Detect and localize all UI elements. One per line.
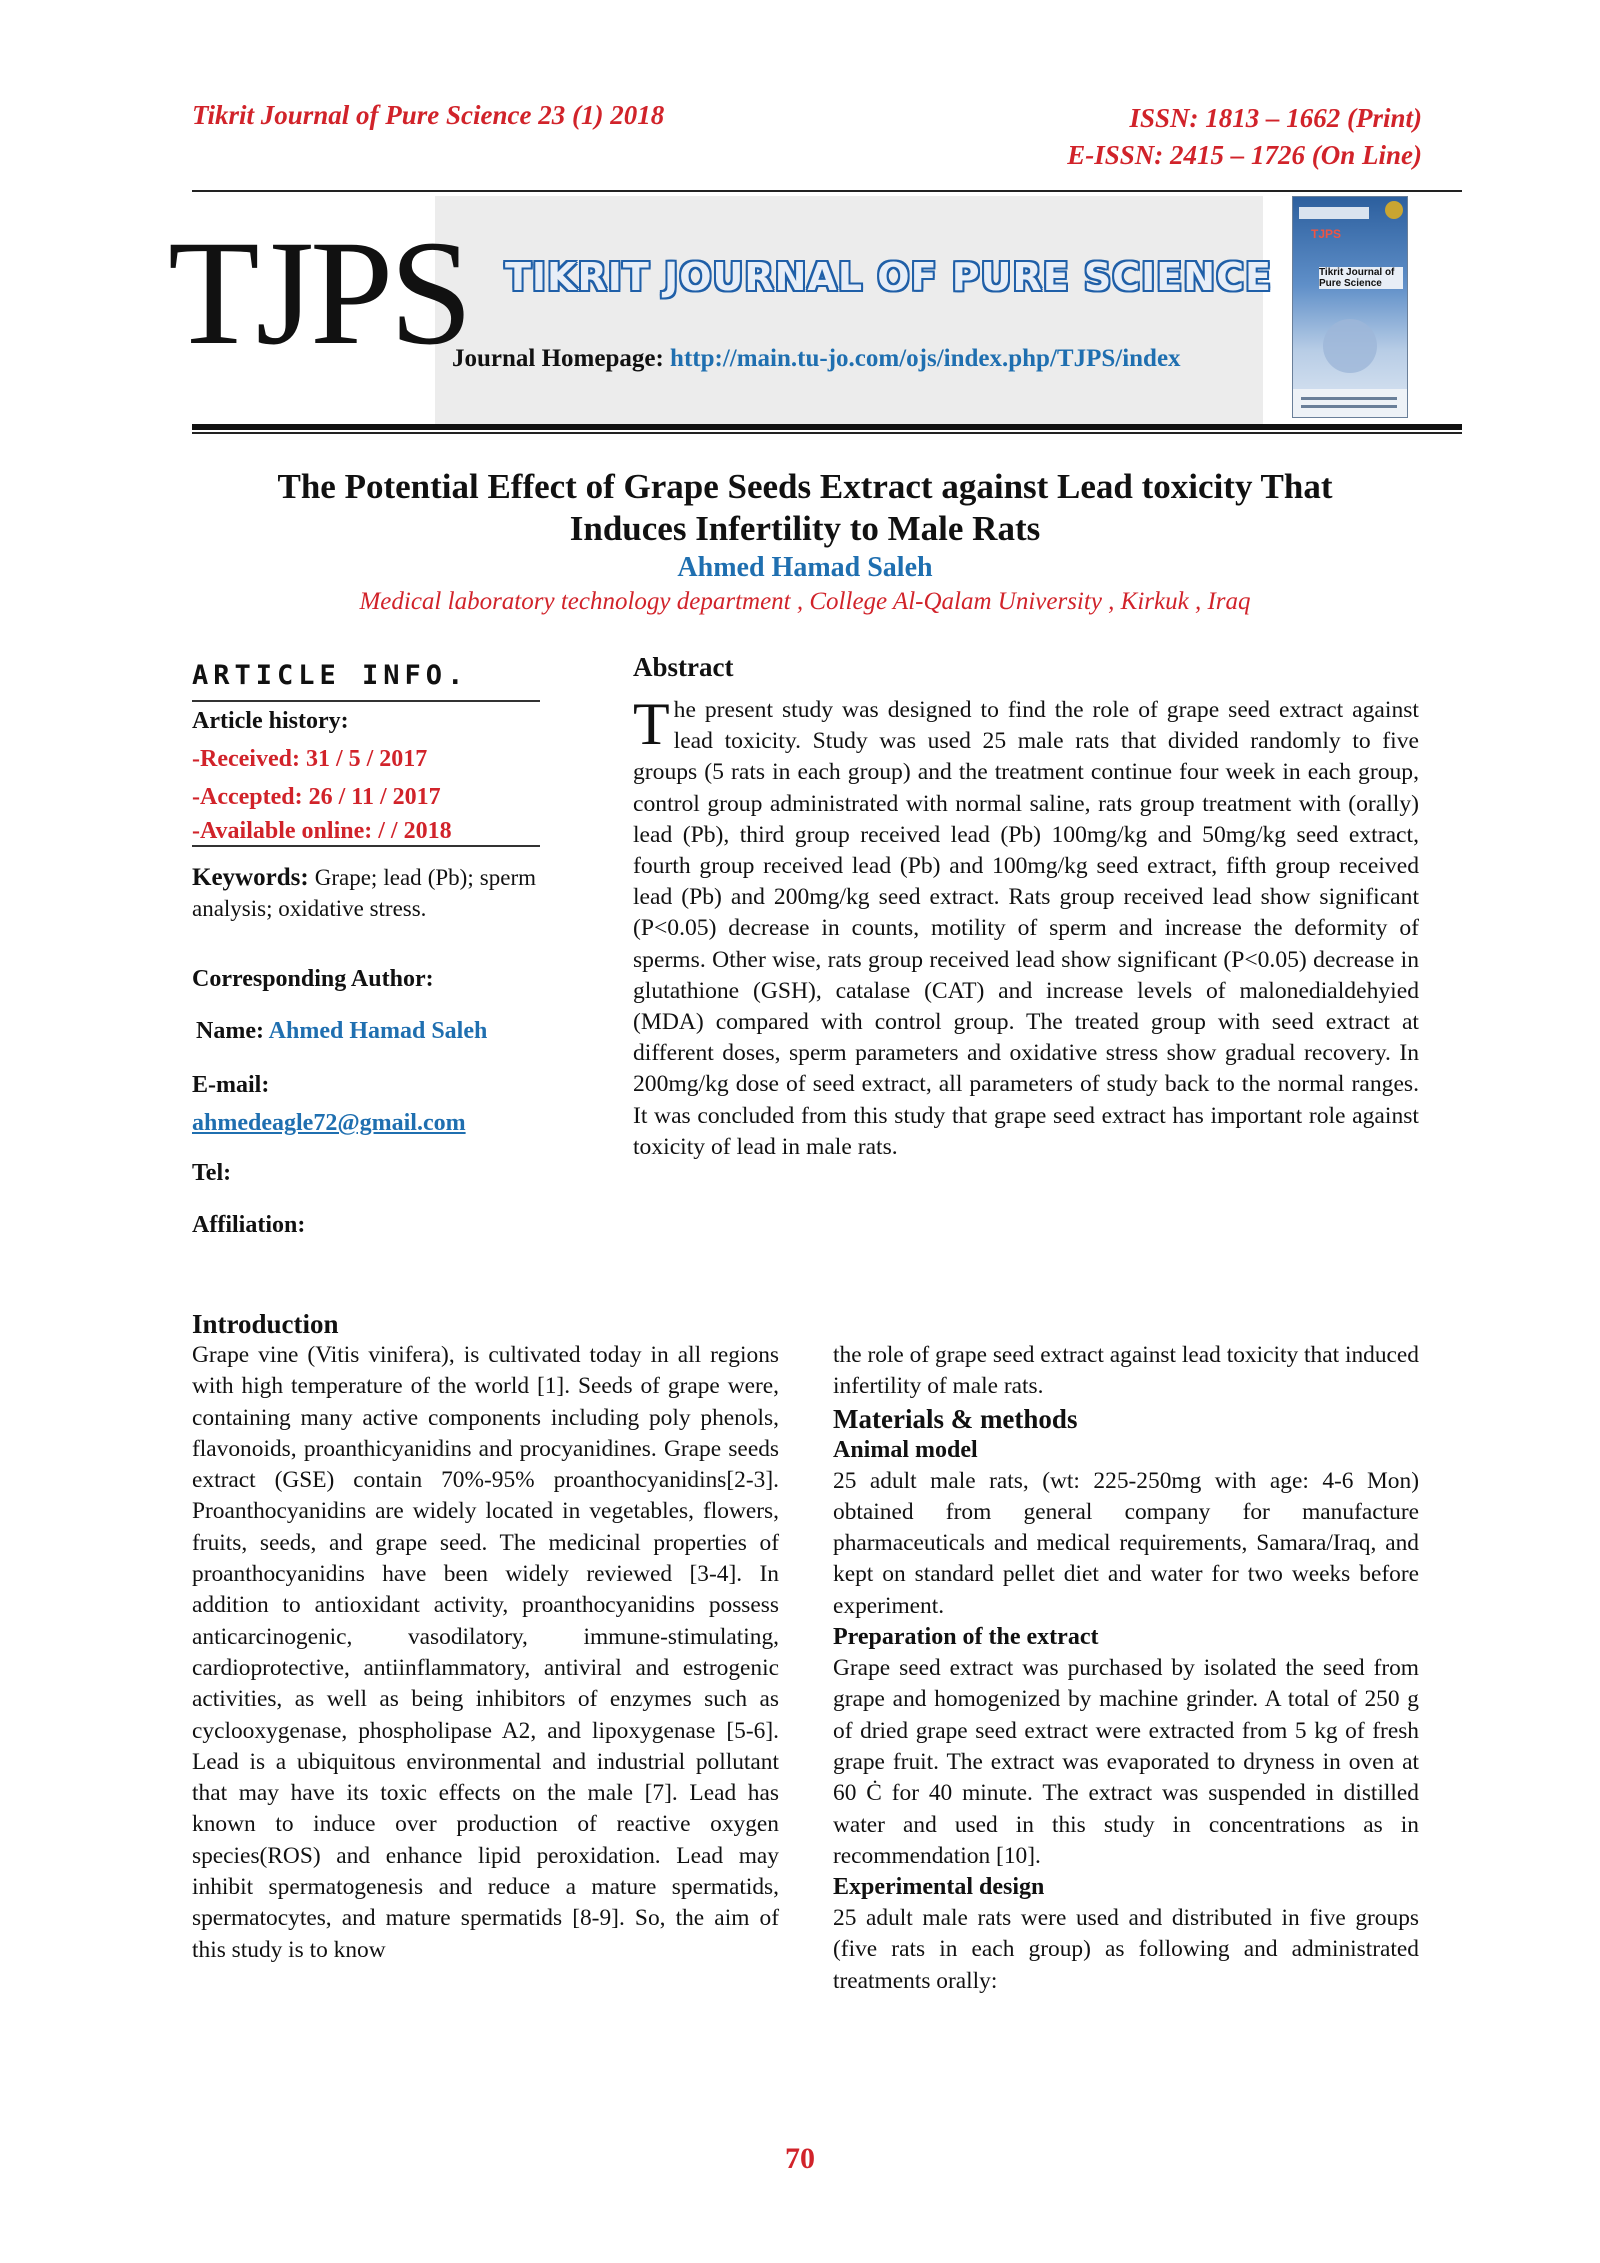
abstract-heading: Abstract — [633, 652, 734, 682]
keywords — [192, 862, 536, 924]
introduction-continued: the role of grape seed extract against lead toxicity that induced infertility of male rats. — [833, 1342, 1419, 1400]
online-label: -Available online: — [192, 818, 373, 844]
keywords-value: Grape; lead (Pb); sperm analysis; oxidative stress. — [192, 865, 536, 921]
received-date — [192, 746, 427, 773]
online-date — [192, 818, 452, 845]
homepage-link[interactable]: http://main.tu-jo.com/ojs/index.php/TJPS/index — [670, 345, 1181, 372]
article-info-rule — [192, 700, 540, 702]
abstract-dropcap: T — [633, 691, 670, 757]
article-info-heading: ARTICLE INFO. — [192, 660, 469, 691]
issn-block — [1067, 100, 1422, 174]
header-rule-top — [192, 190, 1462, 192]
homepage-label: Journal Homepage: — [452, 345, 671, 372]
paper-title-line2: Induces Infertility to Male Rats — [569, 509, 1041, 548]
name-value: Ahmed Hamad Saleh — [268, 1018, 488, 1044]
header-rule-bottom-thin — [192, 432, 1462, 434]
journal-homepage — [452, 345, 1181, 373]
extract-prep-text: Grape seed extract was purchased by isolated the seed from grape and homogenized by machine grinder. A total of 250 g of dried grape seed extract were extracted from 5 kg of fresh grape fruit. The extract was evaporated to dryness in oven at 60 Ċ for 40 minute. The extract was suspended in distilled water and used in this study in concentrations as in recommendation [10]. — [833, 1655, 1419, 1869]
name-label: Name: — [196, 1018, 264, 1044]
journal-citation: Tikrit Journal of Pure Science 23 (1) 2018 — [192, 100, 665, 130]
animal-model-text: 25 adult male rats, (wt: 225-250mg with age: 4-6 Mon) obtained from general company for manufacture pharmaceuticals and medical requirements, Samara/Iraq, and kept on standard pellet diet and water for two weeks before experiment. — [833, 1467, 1419, 1619]
accepted-value: 26 / 11 / 2017 — [308, 784, 441, 810]
cover-title: Tikrit Journal of Pure Science — [1319, 267, 1403, 289]
methods-heading: Materials & methods — [833, 1403, 1078, 1434]
journal-banner — [435, 196, 1263, 424]
issn-print: ISSN: 1813 – 1662 (Print) — [1129, 103, 1422, 133]
email-label: E-mail: — [192, 1072, 270, 1098]
accepted-label: -Accepted: — [192, 784, 303, 810]
cover-footer — [1293, 389, 1407, 417]
animal-model-heading: Animal model — [833, 1436, 978, 1463]
body-column-left — [192, 1308, 779, 1966]
online-value: / / 2018 — [378, 818, 452, 844]
affiliation-label: Affiliation: — [192, 1212, 306, 1238]
received-value: 31 / 5 / 2017 — [305, 746, 428, 772]
paper-affiliation: Medical laboratory technology department , College Al-Qalam University , Kirkuk , Iraq — [359, 588, 1251, 615]
page-number: 70 — [785, 2142, 815, 2175]
keywords-label: Keywords: — [192, 864, 309, 891]
issn-online: E-ISSN: 2415 – 1726 (On Line) — [1067, 140, 1422, 170]
journal-cover-image — [1292, 196, 1408, 418]
email-link[interactable]: ahmedeagle72@gmail.com — [192, 1110, 466, 1136]
abstract-text — [633, 691, 1419, 1163]
paper-author: Ahmed Hamad Saleh — [677, 552, 933, 583]
article-info-rule2 — [192, 845, 540, 847]
article-history-label: Article history: — [192, 708, 349, 734]
extract-prep-heading: Preparation of the extract — [833, 1624, 1099, 1651]
paper-title — [192, 466, 1418, 550]
accepted-date — [192, 784, 441, 811]
received-label: -Received: — [192, 746, 300, 772]
body-column-right — [833, 1340, 1419, 1997]
experimental-design-text: 25 adult male rats were used and distributed in five groups (five rats in each group) as following and administrated treatments orally: — [833, 1905, 1419, 1994]
journal-name: TIKRIT JOURNAL OF PURE SCIENCE — [505, 255, 1272, 299]
corresponding-author-label: Corresponding Author: — [192, 966, 434, 992]
tel-label: Tel: — [192, 1160, 232, 1186]
introduction-heading: Introduction — [192, 1309, 339, 1339]
tjps-logo: TJPS — [168, 210, 469, 376]
experimental-design-heading: Experimental design — [833, 1874, 1045, 1901]
corresponding-name — [196, 1018, 487, 1045]
abstract-body: he present study was designed to find the role of grape seed extract against lead toxicity. Study was used 25 male rats that divided randomly to five groups (5 rats in each group) and the treatment continue four week in each group, control group administrated with normal saline, rats group treatment with (orally) lead (Pb), third group received lead (Pb) 100mg/kg and 50mg/kg seed extract, fourth group received lead (Pb) and 100mg/kg seed extract, fifth group received lead (Pb) and 200mg/kg seed extract. Rats group received lead show significant (P<0.05) decrease in counts, motility of sperm and increase the deformity of sperms. Other wise, rats group received lead show significant (P<0.05) decrease in glutathione (GSH), catalase (CAT) and increase levels of malonedialdehyied (MDA) compared with control group. The treated group with seed extract at different doses, sperm parameters and oxidative stress show gradual recovery. In 200mg/kg dose of seed extract, all parameters of study back to the normal ranges. It was concluded from this study that grape seed extract has important role against toxicity of lead in male rats. — [633, 697, 1419, 1160]
paper-title-line1: The Potential Effect of Grape Seeds Extract against Lead toxicity That — [277, 467, 1333, 506]
cover-seal-icon — [1385, 201, 1403, 219]
introduction-text: Grape vine (Vitis vinifera), is cultivated today in all regions with high temperature of the world [1]. Seeds of grape were, containing many active components including poly phenols, flavonoids, proanthicyanidins and procyanidines. Grape seeds extract (GSE) contain 70%-95% proanthocyanidins[2-3]. Proanthocyanidins are widely located in vegetables, flowers, fruits, seeds, and grape seed. The medicinal properties of proanthocyanidins have been widely reviewed [3-4]. In addition to antioxidant activity, proanthocyanidins possess anticarcinogenic, vasodilatory, immune-stimulating, cardioprotective, antiinflammatory, antiviral and estrogenic activities, as well as being inhibitors of enzymes such as cyclooxygenase, phospholipase A2, and lipoxygenase [5-6]. Lead is a ubiquitous environmental and industrial pollutant that may have its toxic effects on the male [7]. Lead has known to induce over production of reactive oxygen species(ROS) and enhance lipid peroxidation. Lead may inhibit spermatogenesis and reduce a mature spermatids, spermatocytes, and mature spermatids [8-9]. So, the aim of this study is to know — [192, 1342, 779, 1963]
header-rule-bottom — [192, 424, 1462, 430]
cover-logo: TJPS — [1311, 227, 1342, 241]
cover-emblem-icon — [1323, 319, 1377, 373]
cover-header-bar — [1299, 207, 1369, 219]
